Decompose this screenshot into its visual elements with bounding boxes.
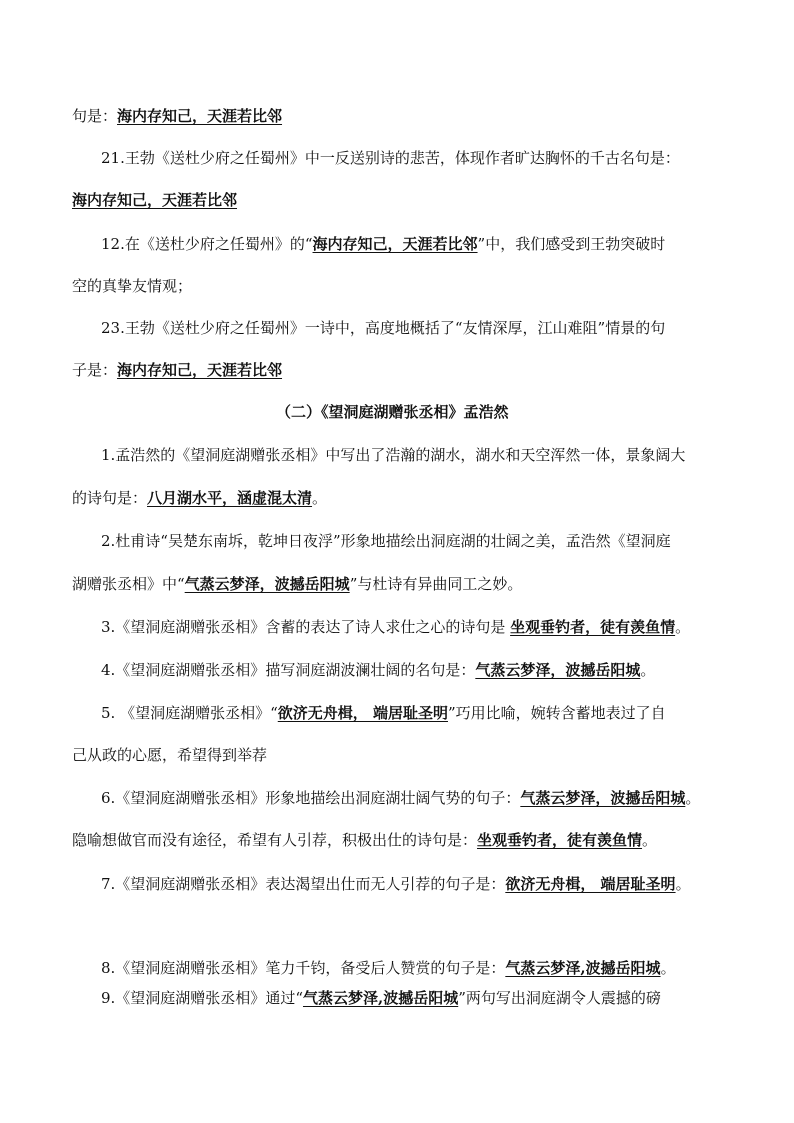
text: 。 [312,489,328,507]
answer-text: 海内存知己，天涯若比邻 [117,107,283,125]
line-3 [72,190,772,210]
section-heading [276,402,576,422]
line-20 [101,958,771,978]
heading-text: （二）《望洞庭湖赠张丞相》孟浩然 [276,403,509,421]
answer-text: 海内存知己，天涯若比邻 [72,191,238,209]
line-9 [101,445,771,465]
line-13 [101,617,771,637]
line-7 [72,360,772,380]
answer-text: 海内存知己，天涯若比邻 [117,361,283,379]
text: 句是： [72,107,118,125]
text: 空的真挚友情观； [72,277,193,295]
answer-text: 气蒸云梦泽，波撼岳阳城 [475,661,641,679]
answer-text: 气蒸云梦泽，波撼岳阳城 [520,789,686,807]
text: 己从政的心愿，希望得到举荐 [72,746,268,764]
text: ”巧用比喻，婉转含蓄地表过了自 [447,704,666,722]
text: 。 [640,661,656,679]
line-5 [72,276,772,296]
text: 的诗句是： [72,489,148,507]
line-4 [101,234,771,254]
line-2 [101,148,771,168]
text: ”中，我们感受到王勃突破时 [477,235,666,253]
text: 。 [675,875,691,893]
line-11 [101,531,771,551]
text: 9.《望洞庭湖赠张丞相》通过“ [101,989,303,1007]
line-18 [72,830,772,850]
line-14 [101,660,771,680]
text: 。 [675,618,691,636]
text: 6.《望洞庭湖赠张丞相》形象地描绘出洞庭湖壮阔气势的句子： [101,789,521,807]
text: ”两句写出洞庭湖令人震撼的磅 [458,989,661,1007]
answer-text: 坐观垂钓者，徒有羡鱼情 [477,831,643,849]
text: ”与杜诗有异曲同工之妙。 [349,575,523,593]
line-12 [72,574,772,594]
answer-text: 气蒸云梦泽,波撼岳阳城 [302,989,459,1007]
line-15 [101,703,771,723]
line-10 [72,488,772,508]
text: 5. 《望洞庭湖赠张丞相》“ [101,704,278,722]
line-17 [101,788,771,808]
text: 12.在《送杜少府之任蜀州》的“ [101,235,313,253]
text: 。 [685,789,701,807]
answer-text: 欲济无舟楫， 端居耻圣明 [277,704,448,722]
text: 21.王勃《送杜少府之任蜀州》中一反送别诗的悲苦，体现作者旷达胸怀的千古名句是： [101,149,680,167]
text: 2.杜甫诗“吴楚东南坼，乾坤日夜浮”形象地描绘出洞庭湖的壮阔之美，孟浩然《望洞庭 [101,532,671,550]
answer-text: 欲济无舟楫， 端居耻圣明 [505,875,676,893]
line-21 [101,988,771,1008]
text: 4.《望洞庭湖赠张丞相》描写洞庭湖波澜壮阔的名句是： [101,661,476,679]
text: 。 [642,831,658,849]
text: 子是： [72,361,118,379]
text: 8.《望洞庭湖赠张丞相》笔力千钧，备受后人赞赏的句子是： [101,959,506,977]
answer-text: 八月湖水平，涵虚混太清 [147,489,313,507]
answer-text: 气蒸云梦泽,波撼岳阳城 [505,959,661,977]
text: 隐喻想做官而没有途径，希望有人引荐，积极出仕的诗句是： [72,831,478,849]
answer-text: 坐观垂钓者，徒有羡鱼情 [510,618,676,636]
line-19 [101,874,771,894]
text: 湖赠张丞相》中“ [72,575,185,593]
line-16 [72,745,772,765]
line-1 [72,106,772,126]
text: 。 [660,959,676,977]
answer-text: 海内存知己，天涯若比邻 [312,235,478,253]
text: 1.孟浩然的《望洞庭湖赠张丞相》中写出了浩瀚的湖水，湖水和天空浑然一体，景象阔大 [101,446,686,464]
line-6 [101,318,771,338]
text: 23.王勃《送杜少府之任蜀州》一诗中，高度地概括了“友情深厚，江山难阻”情景的句 [101,319,666,337]
text: 3.《望洞庭湖赠张丞相》含蓄的表达了诗人求仕之心的诗句是 [101,618,511,636]
answer-text: 气蒸云梦泽，波撼岳阳城 [184,575,350,593]
text: 7.《望洞庭湖赠张丞相》表达渴望出仕而无人引荐的句子是： [101,875,506,893]
